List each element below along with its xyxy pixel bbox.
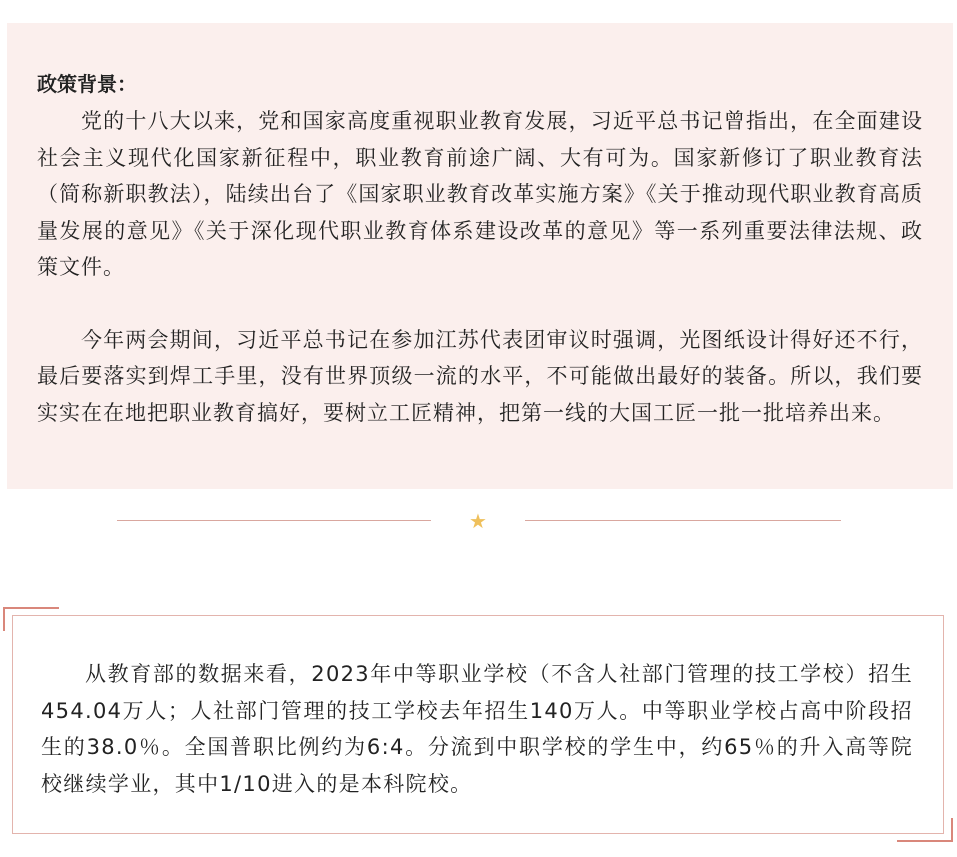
- education-data-section: [12, 615, 944, 834]
- divider-line-right: [525, 520, 841, 521]
- frame-corner-top-left-vertical: [3, 607, 5, 631]
- section-divider: [0, 508, 957, 534]
- policy-paragraph-1: 党的十八大以来，党和国家高度重视职业教育发展，习近平总书记曾指出，在全面建设社会主义现代化国家新征程中，职业教育前途广阔、大有可为。国家新修订了职业教育法（简称新职教法），陆续出台了《国家职业教育改革实施方案》《关于推动现代职业教育高质量发展的意见》《关于深化现代职业教育体系建设改革的意见》等一系列重要法律法规、政策文件。: [37, 109, 923, 279]
- education-data-paragraph: 从教育部的数据来看，2023年中等职业学校（不含人社部门管理的技工学校）招生454.04万人；人社部门管理的技工学校去年招生140万人。中等职业学校占高中阶段招生的38.0％。全国普职比例约为6:4。分流到中职学校的学生中，约65％的升入高等院校继续学业，其中1/10进入的是本科院校。: [41, 662, 913, 796]
- divider-line-left: [117, 520, 431, 521]
- policy-paragraph-2: 今年两会期间，习近平总书记在参加江苏代表团审议时强调，光图纸设计得好还不行，最后要落实到焊工手里，没有世界顶级一流的水平，不可能做出最好的装备。所以，我们要实实在在地把职业教育搞好，要树立工匠精神，把第一线的大国工匠一批一批培养出来。: [37, 327, 923, 425]
- policy-background-section: [7, 23, 953, 489]
- frame-corner-bottom-right: [897, 840, 953, 842]
- frame-corner-bottom-right-vertical: [951, 818, 953, 842]
- frame-corner-top-left: [3, 607, 59, 609]
- policy-heading: 政策背景：: [37, 72, 137, 96]
- star-icon: ★: [469, 509, 487, 533]
